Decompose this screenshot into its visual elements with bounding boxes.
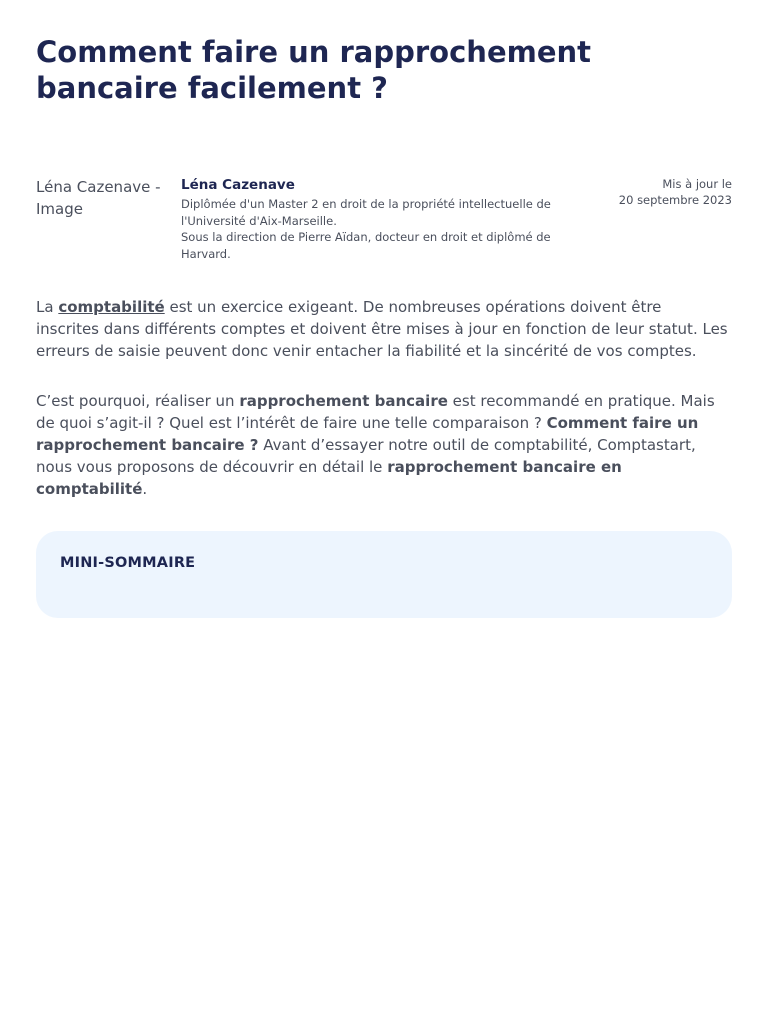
updated-date — [619, 176, 732, 208]
mini-summary-title[interactable]: MINI-SOMMAIRE — [60, 555, 196, 571]
intro-text-after: est un exercice exigeant. De nombreuses opérations doivent être inscrites dans différents comptes et doivent être mises à jour en fonction de leur statut. Les erreurs de saisie peuvent donc venir entacher la fiabilité et la sincérité de vos comptes. — [36, 298, 728, 360]
updated-date-value: 20 septembre 2023 — [618, 193, 732, 207]
author-name: Léna Cazenave — [181, 177, 295, 193]
p2-bold-1: rapprochement bancaire — [239, 392, 448, 410]
author-image: Léna Cazenave - Image — [36, 178, 161, 218]
author-bio — [181, 196, 566, 262]
mini-summary-box — [36, 531, 732, 618]
intro-paragraph — [36, 296, 728, 362]
author-bio-line-1: Diplômée d'un Master 2 en droit de la propriété intellectuelle de l'Université d'Aix-Marseille. — [181, 197, 551, 228]
p2-text-1: C’est pourquoi, réaliser un — [36, 392, 240, 410]
comptabilite-link[interactable]: comptabilité — [58, 298, 165, 316]
intro-text-before: La — [36, 298, 59, 316]
p2-text-4: . — [142, 480, 148, 498]
page-title: Comment faire un rapprochement bancaire facilement ? — [36, 35, 592, 105]
p2-text-3: Avant d’essayer notre outil de comptabilité, Comptastart, nous vous proposons de découvrir en détail le — [36, 436, 696, 476]
p2-bold-3: rapprochement bancaire en comptabilité — [36, 458, 622, 498]
author-bio-line-2: Sous la direction de Pierre Aïdan, docteur en droit et diplômé de Harvard. — [181, 230, 551, 261]
second-paragraph — [36, 390, 728, 500]
updated-label: Mis à jour le — [662, 177, 732, 191]
p2-text-2: est recommandé en pratique. Mais de quoi s’agit-il ? Quel est l’intérêt de faire une telle comparaison ? — [36, 392, 715, 432]
p2-bold-2: Comment faire un rapprochement bancaire ? — [36, 414, 699, 454]
author-info — [181, 176, 566, 262]
author-block — [36, 176, 732, 266]
